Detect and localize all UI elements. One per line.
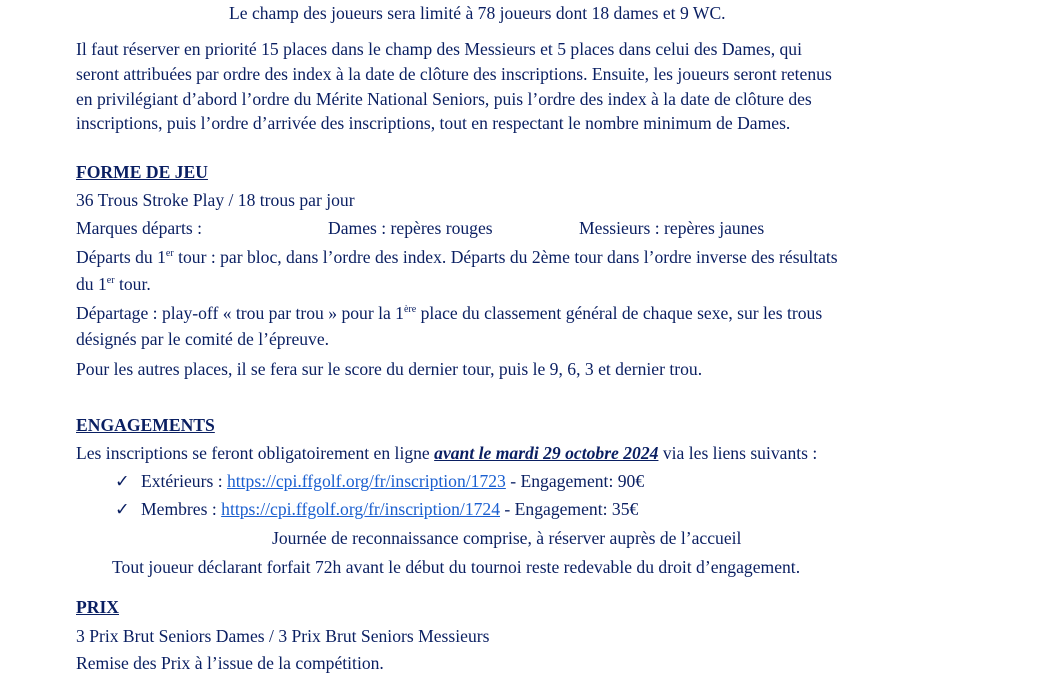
forfait-text: Tout joueur déclarant forfait 72h avant le début du tournoi reste redevable du droit d’engagement. — [112, 557, 801, 577]
field-limit-text: Le champ des joueurs sera limité à 78 joueurs dont 18 dames et 9 WC. — [229, 3, 726, 23]
exterieurs-registration-link[interactable]: https://cpi.ffgolf.org/fr/inscription/1723 — [226, 471, 506, 491]
departage-line — [76, 302, 822, 324]
membres-label: Membres : — [141, 499, 222, 519]
marques-label: Marques départs : — [76, 218, 203, 238]
marques-messieurs: Messieurs : repères jaunes — [579, 218, 765, 238]
checkmark-icon: ✓ — [115, 499, 130, 519]
prix-heading: PRIX — [76, 597, 120, 617]
ordinal-superscript: er — [106, 275, 115, 286]
priority-paragraph-line: Il faut réserver en priorité 15 places dans le champ des Messieurs et 5 places dans celui des Dames, qui — [76, 39, 802, 59]
marques-dames: Dames : repères rouges — [328, 218, 493, 238]
inscriptions-line — [76, 442, 817, 464]
checkmark-icon: ✓ — [115, 471, 130, 491]
membres-item — [115, 498, 638, 520]
engagements-heading: ENGAGEMENTS — [76, 415, 215, 435]
inscriptions-text-a: Les inscriptions se feront obligatoirement en ligne — [76, 443, 435, 463]
priority-paragraph-line: seront attribuées par ordre des index à la date de clôture des inscriptions. Ensuite, les joueurs seront retenus — [76, 64, 832, 84]
autres-places-text: Pour les autres places, il se fera sur le score du dernier tour, puis le 9, 6, 3 et dernier trou. — [76, 359, 703, 379]
remise-prix-line: Remise des Prix à l’issue de la compétition. — [76, 653, 384, 673]
departage-text-b: place du classement général de chaque sexe, sur les trous — [416, 303, 823, 323]
departs2-text-a: du 1 — [76, 274, 107, 294]
departs-line — [76, 246, 838, 268]
membres-registration-link[interactable]: https://cpi.ffgolf.org/fr/inscription/1724 — [221, 499, 501, 519]
reconnaissance-text: Journée de reconnaissance comprise, à réserver auprès de l’accueil — [272, 528, 742, 548]
deadline-date: avant le mardi 29 octobre 2024 — [434, 443, 659, 463]
departs2-text-b: tour. — [114, 274, 151, 294]
format-text: 36 Trous Stroke Play / 18 trous par jour — [76, 190, 355, 210]
forme-de-jeu-heading: FORME DE JEU — [76, 162, 208, 182]
prix-line: 3 Prix Brut Seniors Dames / 3 Prix Brut Seniors Messieurs — [76, 626, 490, 646]
exterieurs-item — [115, 470, 644, 492]
ordinal-superscript: ère — [403, 304, 417, 315]
departage-line-2: désignés par le comité de l’épreuve. — [76, 329, 330, 349]
departage-text-a: Départage : play-off « trou par trou » pour la 1 — [76, 303, 404, 323]
priority-paragraph-line: inscriptions, puis l’ordre d’arrivée des inscriptions, tout en respectant le nombre minimum de Dames. — [76, 113, 791, 133]
membres-fee: - Engagement: 35€ — [500, 499, 639, 519]
priority-paragraph-line: en privilégiant d’abord l’ordre du Mérite National Seniors, puis l’ordre des index à la date de clôture des — [76, 89, 812, 109]
ordinal-superscript: er — [165, 248, 174, 259]
exterieurs-label: Extérieurs : — [141, 471, 227, 491]
exterieurs-fee: - Engagement: 90€ — [505, 471, 645, 491]
inscriptions-text-b: via les liens suivants : — [658, 443, 818, 463]
departs-line-2 — [76, 273, 151, 295]
departs-text-b: tour : par bloc, dans l’ordre des index. Départs du 2ème tour dans l’ordre inverse des résultats — [173, 247, 838, 267]
marques-departs-row — [76, 217, 764, 239]
departs-text-a: Départs du 1 — [76, 247, 166, 267]
